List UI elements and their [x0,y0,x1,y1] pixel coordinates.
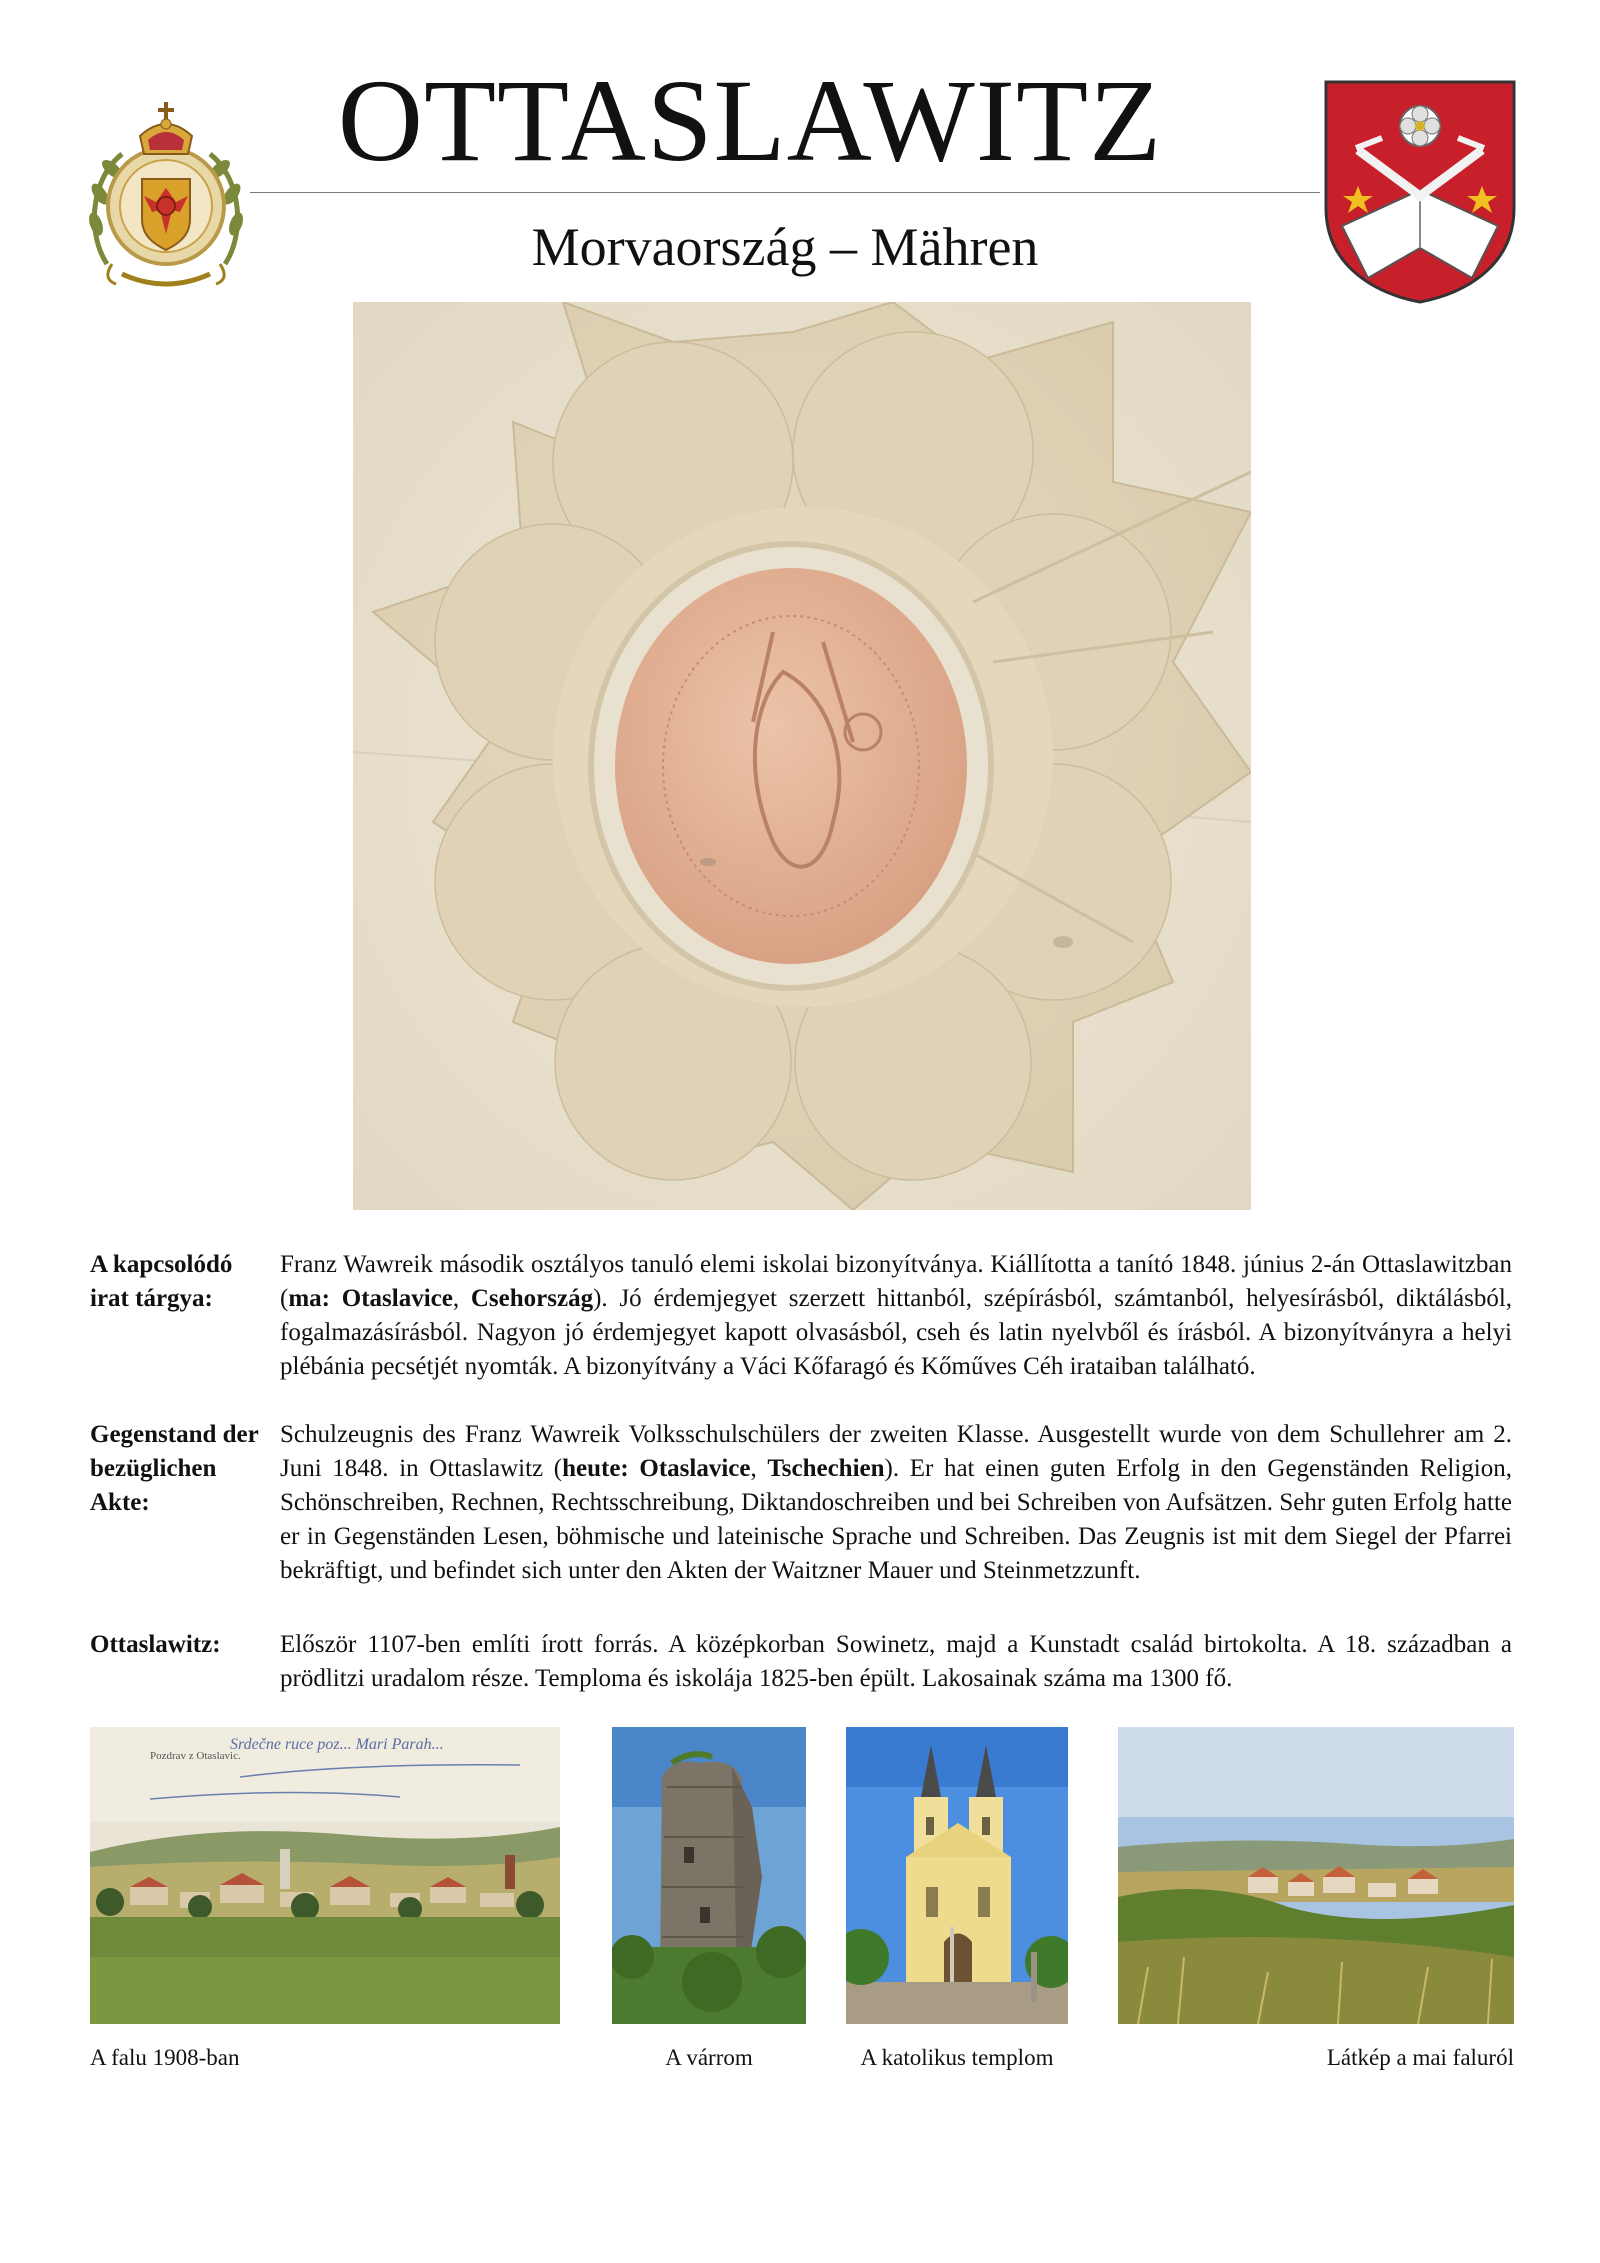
caption-castle-ruin: A várrom [665,2045,753,2070]
caption-village-1908: A falu 1908-ban [90,2045,240,2070]
caption-panorama: Látkép a mai faluról [1326,2045,1514,2070]
village-1908-photo [90,1727,560,2024]
section-text-hu: Franz Wawreik második osztályos tanuló elemi iskolai bizonyítványa. Kiállította a tanító 1848. június 2-án Ottaslawitzban (ma: Otaslavice, Csehország). Jó érdemjegyet szerzett hittanból, szépírásból, számtanból, helyesírásból, diktálásból, fogalmazásírásból. Nagyon jó érdemjegyet kapott olvasásból, cseh és latin nyelvből és írásból. A bizonyítványra a helyi plébánia pecsétjét nyomták. A bizonyítvány a Váci Kőfaragó és Kőműves Céh irataiban található. [280,1251,1513,1380]
imperial-coat-of-arms-icon [82,84,250,296]
parish-wax-seal-image [353,302,1251,1210]
section-label-de: Gegenstand der bezüglichen Akte: [90,1421,259,1516]
catholic-church-photo [846,1727,1068,2024]
section-label-village: Ottaslawitz: [90,1631,221,1658]
otaslavice-coat-of-arms-icon [1322,78,1518,304]
page-title: OTTASLAWITZ [337,55,1163,186]
village-panorama-photo [1118,1727,1514,2024]
caption-church: A katolikus templom [860,2045,1054,2070]
section-text-de: Schulzeugnis des Franz Wawreik Volksschulschülers der zweiten Klasse. Ausgestellt wurde von dem Schullehrer am 2. Juni 1848. in Ottaslawitz (heute: Otaslavice, Tschechien). Er hat einen guten Erfolg in den Gegenständen Religion, Schönschreiben, Rechnen, Rechtsschreibung, Diktandoschreiben und bei Schreiben von Aufsätzen. Sehr guten Erfolg hatte er in Gegenständen Lesen, böhmische und lateinische Sprache und Schreiben. Das Zeugnis ist mit dem Siegel der Pfarrei bekräftigt, und befindet sich unter den Akten der Waitzner Mauer und Steinmetzzunft. [280,1421,1512,1584]
castle-ruin-photo [612,1727,806,2024]
postcard-handwriting: Srdečne ruce poz... Mari Parah... [230,1736,444,1753]
section-label-hu: A kapcsolódó irat tárgya: [90,1251,233,1312]
page-subtitle: Morvaország – Mähren [531,217,1039,277]
section-text-village: Először 1107-ben említi írott forrás. A középkorban Sowinetz, majd a Kunstadt család birtokolta. A 18. században a prödlitzi uradalom része. Temploma és iskolája 1825-ben épült. Lakosainak száma ma 1300 fő. [280,1631,1512,1692]
postcard-header: Pozdrav z Otaslavic. [150,1750,241,1762]
title-divider [250,192,1320,193]
